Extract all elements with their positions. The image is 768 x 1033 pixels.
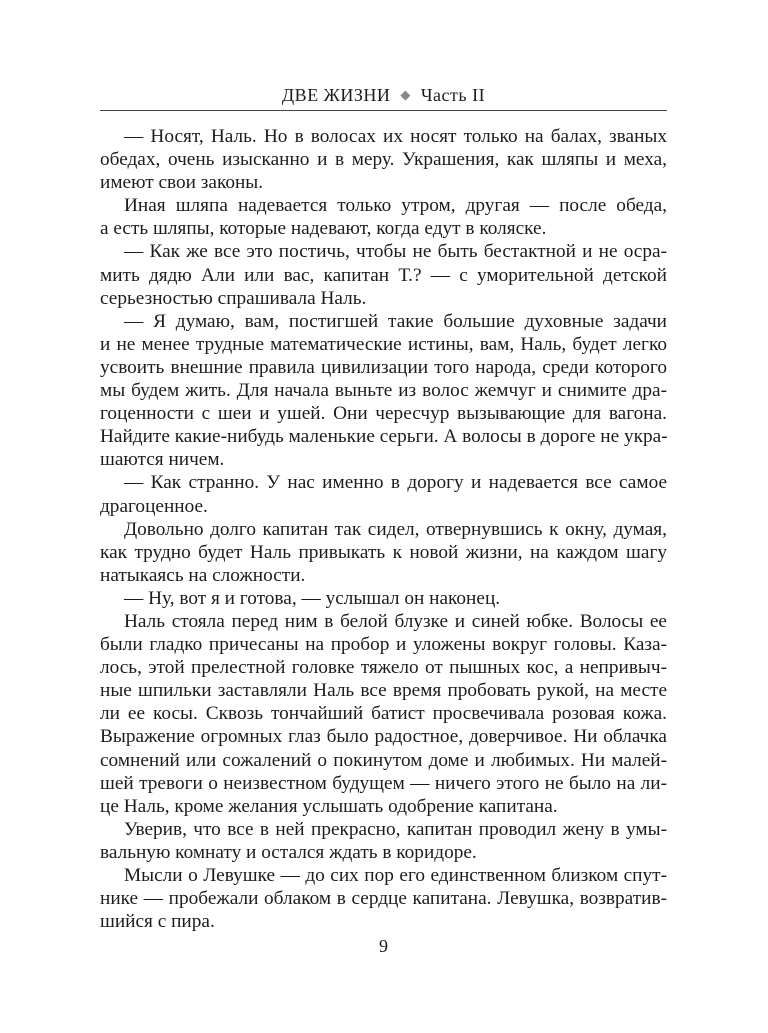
text-line: — Носят, Наль. Но в волосах их носят только на балах, званых [124, 126, 667, 147]
paragraph [100, 864, 667, 933]
paragraph [100, 818, 667, 864]
book-title: ДВЕ ЖИЗНИ [281, 85, 391, 105]
text-line: усвоить внешние правила цивилизации того народа, среди которого [100, 356, 667, 378]
text-line: и не менее трудные математические истины, вам, Наль, будет легко [100, 333, 667, 355]
text-line: Иная шляпа надевается только утром, другая — после обеда, [124, 195, 667, 217]
text-line: Наль стояла перед ним в белой блузке и синей юбке. Волосы ее [124, 610, 667, 632]
text-line: шей тревоги о неизвестном будущем — ничего этого не было на ли- [100, 772, 667, 794]
text-line: Уверив, что все в ней прекрасно, капитан проводил жену в умы- [124, 818, 667, 840]
text-line: нике — пробежали облаком в сердце капитана. Левушка, возвратив- [100, 888, 667, 910]
text-line: шаются ничем. [100, 449, 225, 471]
diamond-separator-icon: ◆ [400, 87, 411, 102]
text-line: Мысли о Левушке — до сих пор его единственном близком спут- [124, 865, 667, 886]
body-text [100, 125, 667, 933]
paragraph [100, 310, 667, 472]
text-line: шийся с пира. [100, 911, 215, 933]
text-line: лось, этой прелестной головке тяжело от пышных кос, а непривыч- [100, 657, 667, 679]
text-line: серьезностью спрашивала Наль. [100, 287, 367, 309]
text-line: Довольно долго капитан так сидел, отвернувшись к окну, думая, [124, 518, 667, 540]
text-line: обедах, очень изысканно и в меру. Украшения, как шляпы и меха, [100, 149, 667, 171]
text-line: имеют свои законы. [100, 172, 264, 194]
part-label: Часть II [420, 85, 486, 105]
text-line: — Ну, вот я и готова, — услышал он наконец. [124, 587, 501, 609]
text-line: ли ее косы. Сквозь тончайший батист просвечивала розовая кожа. [100, 703, 667, 725]
paragraph [100, 240, 667, 309]
text-line: сомнений или сожалений о покинутом доме и любимых. Ни малей- [100, 749, 667, 771]
paragraph [100, 610, 667, 818]
text-line: — Я думаю, вам, постигшей такие большие духовные задачи [124, 310, 667, 332]
text-line: гоценности с шеи и ушей. Они чересчур вызывающие для вагона. [100, 403, 667, 425]
text-line: це Наль, кроме желания услышать одобрение капитана. [100, 795, 558, 817]
text-line: — Как же все это постичь, чтобы не быть бестактной и не осра- [124, 241, 667, 263]
paragraph [100, 125, 667, 194]
paragraph [100, 194, 667, 240]
text-line: мить дядю Али или вас, капитан Т.? — с уморительной детской [100, 264, 667, 286]
text-line: Выражение огромных глаз было радостное, доверчивое. Ни облачка [100, 726, 667, 748]
text-line: ные шпильки заставляли Наль все время пробовать рукой, на месте [100, 680, 667, 702]
text-line: натыкаясь на сложности. [100, 564, 306, 586]
text-line: а есть шляпы, которые надевают, когда едут в коляске. [100, 218, 547, 240]
page-number: 9 [379, 936, 388, 956]
text-line: драгоценное. [100, 495, 208, 517]
text-line: Найдите какие-нибудь маленькие серьги. А волосы в дороге не укра- [100, 426, 668, 448]
paragraph [100, 518, 667, 587]
running-head [100, 84, 667, 106]
text-line: были гладко причесаны на пробор и уложены вокруг головы. Каза- [100, 634, 667, 656]
paragraph [100, 587, 667, 610]
text-line: вальную комнату и остался ждать в коридоре. [100, 841, 477, 863]
text-line: как трудно будет Наль привыкать к новой жизни, на каждом шагу [100, 541, 667, 563]
header-rule [100, 110, 667, 111]
text-line: мы будем жить. Для начала выньте из волос жемчуг и снимите дра- [100, 380, 667, 402]
paragraph [100, 471, 667, 517]
text-line: — Как странно. У нас именно в дорогу и надевается все самое [124, 472, 667, 494]
